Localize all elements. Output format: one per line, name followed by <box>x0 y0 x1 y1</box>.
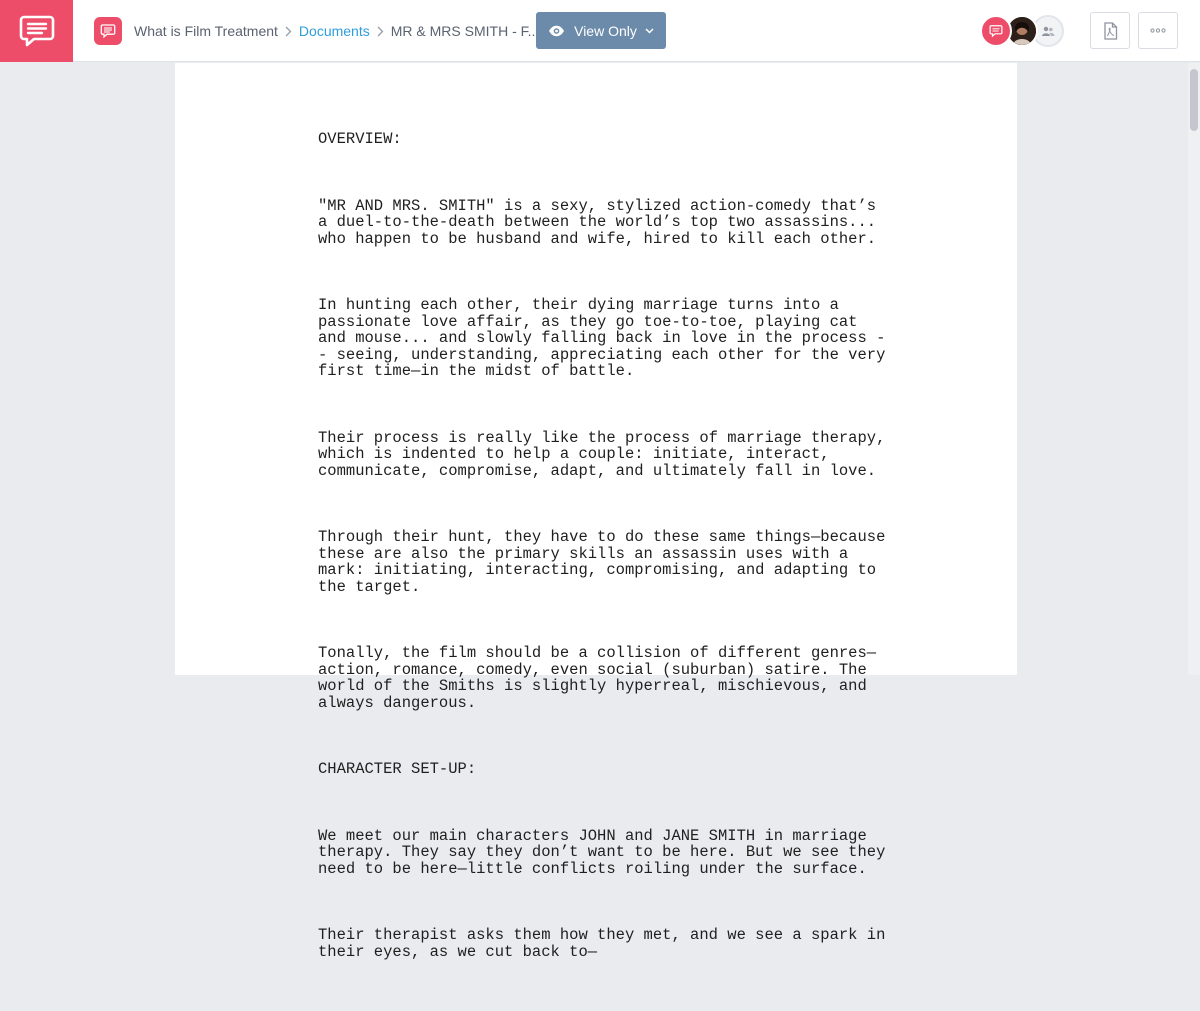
export-pdf-button[interactable] <box>1090 12 1130 49</box>
breadcrumb-item-current-document: MR & MRS SMITH - F.. <box>390 23 536 39</box>
chevron-down-icon <box>645 28 654 34</box>
eye-icon <box>548 25 565 37</box>
user-photo-icon <box>1008 17 1036 45</box>
treatment-text <box>318 98 958 1010</box>
section-heading-overview: OVERVIEW: <box>318 130 402 148</box>
paragraph: Their therapist asks them how they met, and we see a spark in their eyes, as we cut back to— <box>318 926 886 961</box>
view-mode-label: View Only <box>574 22 637 39</box>
more-dots-icon <box>1150 28 1166 33</box>
breadcrumb-item-documents[interactable]: Documents <box>298 23 370 39</box>
paragraph: In hunting each other, their dying marriage turns into a passionate love affair, as they go toe-to-toe, playing cat and mouse... and slowly falling back in love in the process - - seeing, understanding, appreciating each other for the very first time—in the midst of battle. <box>318 296 886 380</box>
scrollbar[interactable] <box>1188 63 1200 675</box>
top-bar <box>0 0 1200 62</box>
document-type-icon <box>94 17 122 45</box>
view-mode-dropdown[interactable] <box>536 12 666 49</box>
section-heading-character-setup: CHARACTER SET-UP: <box>318 760 477 778</box>
chat-bubble-icon <box>100 23 116 39</box>
chat-bubble-icon <box>18 12 56 50</box>
breadcrumb <box>134 22 535 40</box>
paragraph: Through their hunt, they have to do these same things—because these are also the primary skills an assassin uses with a mark: initiating, interacting, compromising, and adapting to the target. <box>318 528 886 596</box>
paragraph: "MR AND MRS. SMITH" is a sexy, stylized action-comedy that’s a duel-to-the-death between the world’s top two assassins... who happen to be husband and wife, hired to kill each other. <box>318 196 877 248</box>
document-page <box>175 63 1017 961</box>
pdf-export-icon <box>1103 22 1118 40</box>
paragraph: Their process is really like the process of marriage therapy, which is indented to help a couple: initiate, interact, communicate, compromise, adapt, and ultimately fall in love. <box>318 428 886 480</box>
chat-bubble-icon <box>989 24 1003 38</box>
team-icon <box>1041 25 1055 37</box>
more-options-button[interactable] <box>1138 12 1178 49</box>
chevron-right-icon <box>377 26 384 37</box>
breadcrumb-item-film-treatment[interactable]: What is Film Treatment <box>134 23 278 39</box>
avatar[interactable] <box>980 15 1012 47</box>
paragraph: We meet our main characters JOHN and JANE SMITH in marriage therapy. They say they don’t want to be here. But we see they need to be here—little conflicts roiling under the surface. <box>318 826 886 878</box>
app-logo[interactable] <box>0 0 73 62</box>
chevron-right-icon <box>285 26 292 37</box>
paragraph: Tonally, the film should be a collision of different genres— action, romance, comedy, even social (suburban) satire. The world of the Smiths is slightly hyperreal, mischievous, and always dangerous. <box>318 644 877 712</box>
scrollbar-thumb[interactable] <box>1190 69 1198 131</box>
